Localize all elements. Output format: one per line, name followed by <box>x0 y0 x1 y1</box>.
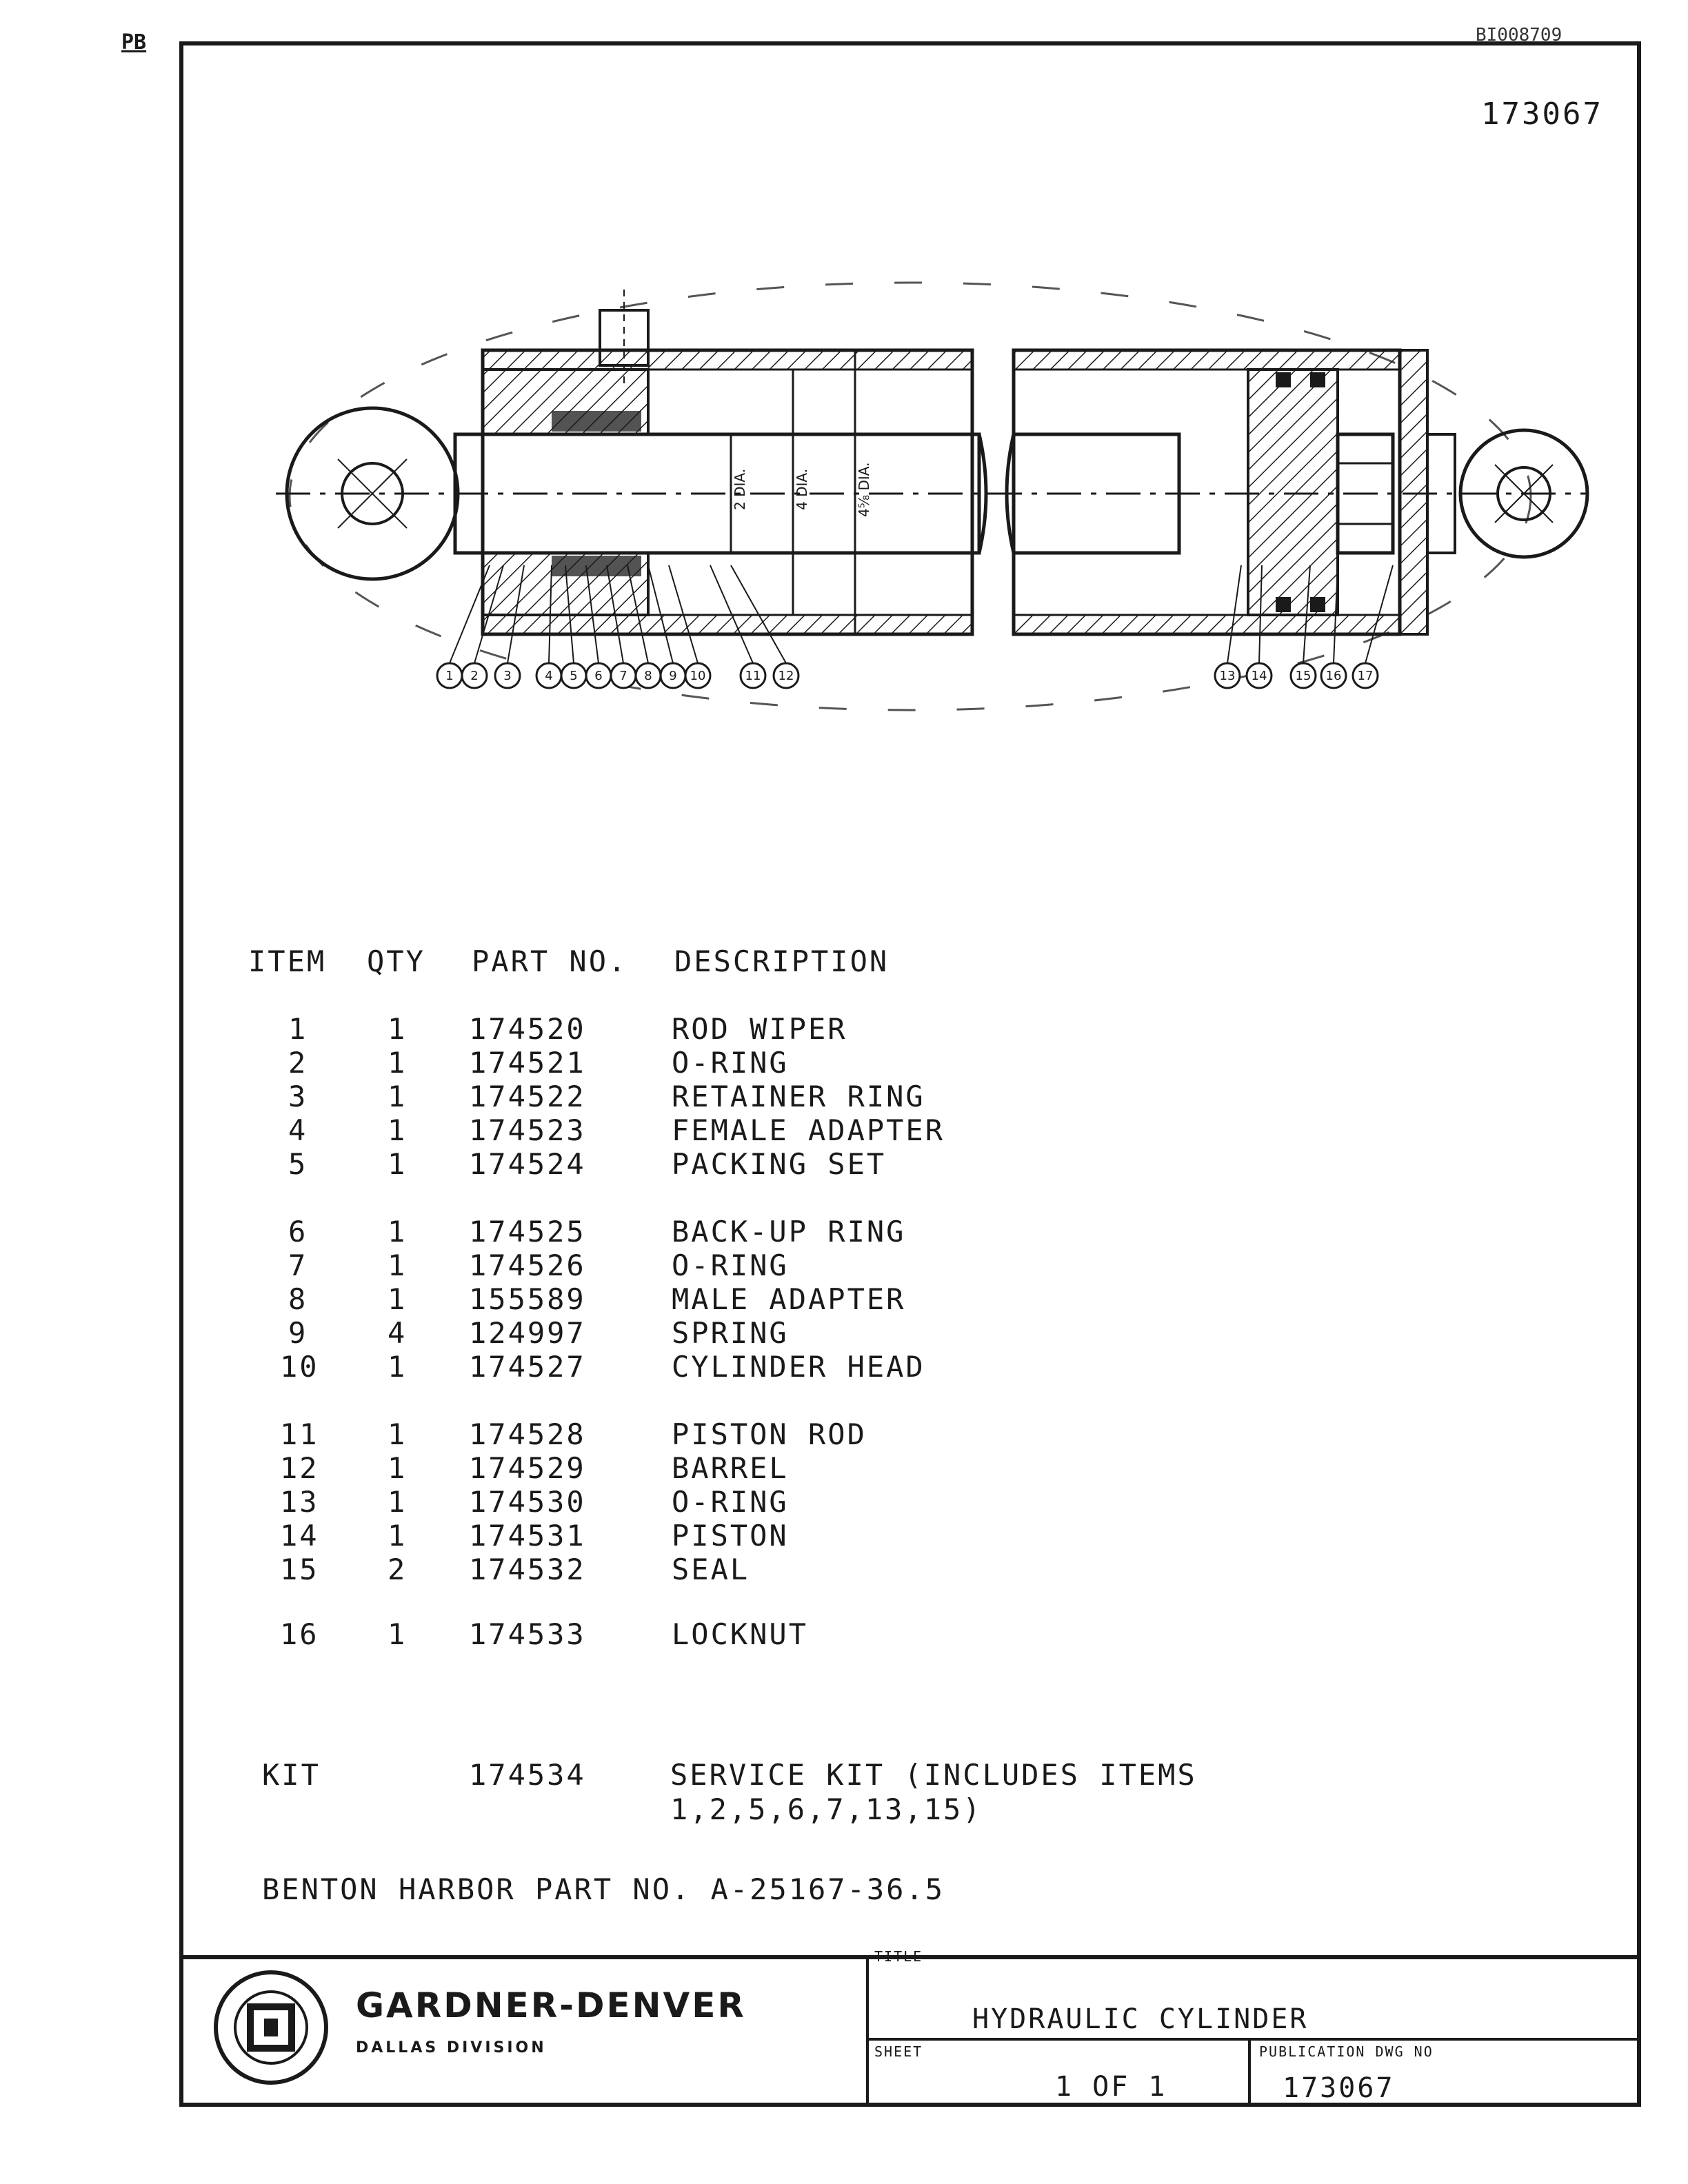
part-number: 174529 <box>469 1451 586 1485</box>
part-qty: 1 <box>388 1147 408 1181</box>
drawing-number: 173067 <box>1481 97 1603 132</box>
part-item: 16 <box>280 1617 319 1651</box>
part-qty: 1 <box>388 1417 408 1451</box>
part-item: 11 <box>280 1417 319 1451</box>
dim-label-bore: 4 DIA. <box>794 468 810 510</box>
part-qty: 1 <box>388 1248 408 1282</box>
part-qty: 4 <box>388 1316 408 1350</box>
part-number: 124997 <box>469 1316 586 1350</box>
callout-label: 14 <box>1251 669 1267 683</box>
part-item: 9 <box>288 1316 308 1350</box>
part-number: 174526 <box>469 1248 586 1282</box>
callout-label: 17 <box>1357 669 1374 683</box>
barrel-right <box>1014 350 1400 634</box>
part-item: 3 <box>288 1080 308 1113</box>
kit-description-line2: 1,2,5,6,7,13,15) <box>670 1792 983 1826</box>
part-description: PISTON <box>672 1519 789 1553</box>
callout-label: 9 <box>669 669 677 683</box>
part-description: O-RING <box>672 1248 789 1282</box>
col-header-qty: QTY <box>367 944 425 978</box>
part-description: LOCKNUT <box>672 1617 809 1651</box>
part-qty: 1 <box>388 1215 408 1248</box>
col-header-item: ITEM <box>248 944 327 978</box>
part-qty: 2 <box>388 1553 408 1586</box>
col-header-description: DESCRIPTION <box>674 944 890 978</box>
title-label: TITLE <box>874 1948 923 1965</box>
callout-label: 6 <box>594 669 603 683</box>
drawing-title: HYDRAULIC CYLINDER <box>972 2003 1309 2035</box>
callout-label: 15 <box>1295 669 1312 683</box>
part-item: 8 <box>288 1282 308 1316</box>
callout-label: 1 <box>445 669 454 683</box>
dim-label-rod: 2 DIA. <box>732 468 748 510</box>
part-number: 174523 <box>469 1113 586 1147</box>
callout-label: 7 <box>619 669 627 683</box>
kit-item: KIT <box>262 1758 321 1792</box>
part-number: 174533 <box>469 1617 586 1651</box>
sheet-label: SHEET <box>874 2043 923 2060</box>
part-number: 174520 <box>469 1012 586 1046</box>
part-description: SEAL <box>672 1553 750 1586</box>
callout-label: 5 <box>570 669 578 683</box>
bates-number: BI008709 <box>1476 25 1563 46</box>
part-item: 1 <box>288 1012 308 1046</box>
end-cap <box>1400 350 1427 634</box>
part-number: 174532 <box>469 1553 586 1586</box>
callout-label: 4 <box>545 669 553 683</box>
cylinder-cross-section <box>262 262 1600 758</box>
title-block-divider <box>866 2038 1637 2041</box>
col-header-part-no: PART NO. <box>472 944 628 978</box>
part-number: 174531 <box>469 1519 586 1553</box>
part-item: 4 <box>288 1113 308 1147</box>
company-name: GARDNER-DENVER <box>356 1985 746 2025</box>
part-item: 10 <box>280 1350 319 1384</box>
part-description: PACKING SET <box>672 1147 887 1181</box>
part-item: 12 <box>280 1451 319 1485</box>
part-item: 5 <box>288 1147 308 1181</box>
part-qty: 1 <box>388 1617 408 1651</box>
part-number: 174521 <box>469 1046 586 1080</box>
sheet-number: 1 OF 1 <box>1055 2071 1167 2103</box>
kit-part-no: 174534 <box>469 1758 586 1792</box>
part-item: 7 <box>288 1248 308 1282</box>
part-item: 13 <box>280 1485 319 1519</box>
part-description: SPRING <box>672 1316 789 1350</box>
callout-label: 11 <box>745 669 761 683</box>
callout-label: 16 <box>1325 669 1342 683</box>
part-qty: 1 <box>388 1012 408 1046</box>
part-qty: 1 <box>388 1485 408 1519</box>
part-item: 14 <box>280 1519 319 1553</box>
callout-label: 8 <box>644 669 652 683</box>
part-description: BACK-UP RING <box>672 1215 906 1248</box>
callout-label: 3 <box>503 669 512 683</box>
callout-label: 12 <box>778 669 794 683</box>
part-qty: 1 <box>388 1350 408 1384</box>
part-number: 174525 <box>469 1215 586 1248</box>
gardner-denver-logo <box>212 1969 330 2086</box>
part-qty: 1 <box>388 1080 408 1113</box>
corner-mark: PB <box>121 30 147 54</box>
callout-label: 2 <box>470 669 479 683</box>
part-description: O-RING <box>672 1046 789 1080</box>
division-name: DALLAS DIVISION <box>356 2039 547 2056</box>
part-description: BARREL <box>672 1451 789 1485</box>
part-qty: 1 <box>388 1046 408 1080</box>
part-number: 174530 <box>469 1485 586 1519</box>
callout-label: 10 <box>690 669 706 683</box>
part-description: FEMALE ADAPTER <box>672 1113 945 1147</box>
dim-label-od: 4⅝ DIA. <box>856 462 872 517</box>
title-block-vdivider <box>1248 2038 1251 2103</box>
part-description: MALE ADAPTER <box>672 1282 906 1316</box>
part-description: CYLINDER HEAD <box>672 1350 925 1384</box>
part-qty: 1 <box>388 1282 408 1316</box>
part-item: 2 <box>288 1046 308 1080</box>
part-number: 155589 <box>469 1282 586 1316</box>
part-description: RETAINER RING <box>672 1080 925 1113</box>
part-qty: 1 <box>388 1519 408 1553</box>
callout-label: 13 <box>1219 669 1236 683</box>
part-item: 15 <box>280 1553 319 1586</box>
benton-harbor-note: BENTON HARBOR PART NO. A-25167-36.5 <box>262 1872 945 1906</box>
part-number: 174528 <box>469 1417 586 1451</box>
kit-description-line1: SERVICE KIT (INCLUDES ITEMS <box>670 1758 1197 1792</box>
part-description: ROD WIPER <box>672 1012 847 1046</box>
part-description: PISTON ROD <box>672 1417 867 1451</box>
part-qty: 1 <box>388 1451 408 1485</box>
part-item: 6 <box>288 1215 308 1248</box>
part-number: 174522 <box>469 1080 586 1113</box>
part-description: O-RING <box>672 1485 789 1519</box>
part-number: 174524 <box>469 1147 586 1181</box>
publication-label: PUBLICATION DWG NO <box>1259 2043 1434 2060</box>
part-number: 174527 <box>469 1350 586 1384</box>
part-qty: 1 <box>388 1113 408 1147</box>
phantom-outline <box>290 283 1531 710</box>
publication-number: 173067 <box>1283 2072 1395 2104</box>
